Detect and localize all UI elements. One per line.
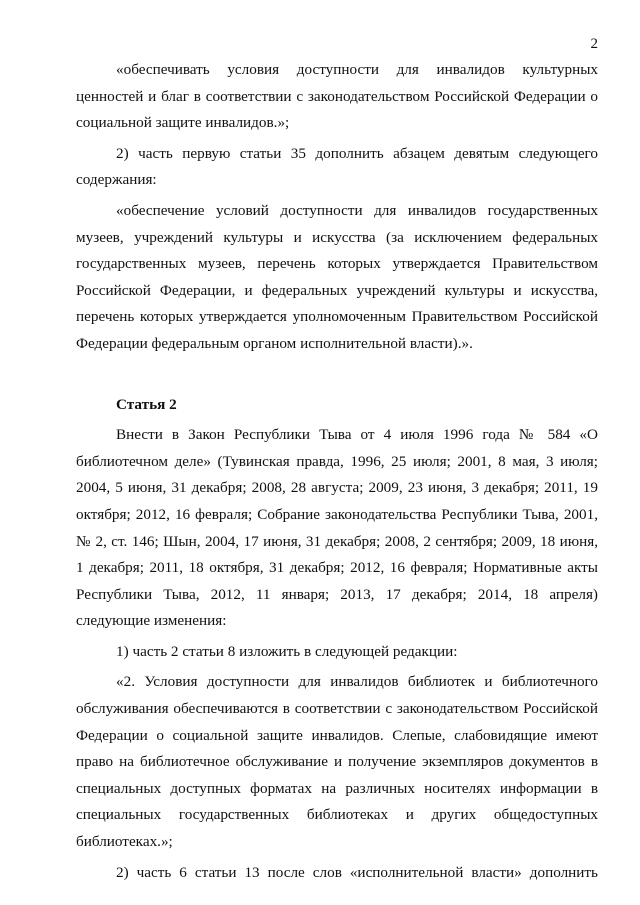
page-number: 2 — [590, 36, 598, 52]
paragraph-amendment-article-13: 2) часть 6 статьи 13 после слов «исполнительной власти» дополнить — [116, 863, 598, 881]
paragraph-quote-libraries: «2. Условия доступности для инвалидов библиотек и библиотечного обслуживания обеспечиваются в соответствии с законодательством Российской Федерации о социальной защите инвалидов. Слепые, слабовидящие имеют право на библиотечное обслуживание и получение экземпляров документов в специальных доступных форматах на различных носителях информации в специальных государственных библиотеках и других общедоступных библиотеках.»; — [76, 673, 598, 851]
paragraph-quote-conditions: «обеспечивать условия доступности для инвалидов культурных ценностей и благ в соответствии с законодательством Российской Федерации о социальной защите инвалидов.»; — [76, 61, 598, 132]
document-body — [76, 57, 598, 886]
paragraph-law-amendments: Внести в Закон Республики Тыва от 4 июля 1996 года № 584 «О библиотечном деле» (Тувинская правда, 1996, 25 июля; 2001, 8 мая, 3 июля; 2004, 5 июня, 31 декабря; 2008, 28 августа; 2009, 23 июня, 3 декабря; 2011, 19 октября; 2012, 16 февраля; Собрание законодательства Республики Тыва, 2001, № 2, ст. 146; Шын, 2004, 17 июня, 31 декабря; 2008, 2 сентября; 2009, 18 июня, 1 декабря; 2011, 18 октября, 31 декабря; 2012, 16 февраля; Нормативные акты Республики Тыва, 2012, 11 января; 2013, 17 декабря; 2014, 18 апреля) следующие изменения: — [76, 426, 598, 630]
section-heading-article-2: Статья 2 — [116, 395, 177, 413]
paragraph-amendment-article-8: 1) часть 2 статьи 8 изложить в следующей редакции: — [116, 642, 458, 660]
paragraph-quote-museums: «обеспечение условий доступности для инвалидов государственных музеев, учреждений культуры и искусства (за исключением федеральных государственных музеев, перечень которых утверждается Правительством Российской Федерации, и федеральных учреждений культуры и искусства, перечень которых утверждается уполномоченным Правительством Российской Федерации федеральным органом исполнительной власти).». — [76, 201, 598, 352]
paragraph-amendment-article-35: 2) часть первую статьи 35 дополнить абзацем девятым следующего содержания: — [76, 144, 598, 189]
